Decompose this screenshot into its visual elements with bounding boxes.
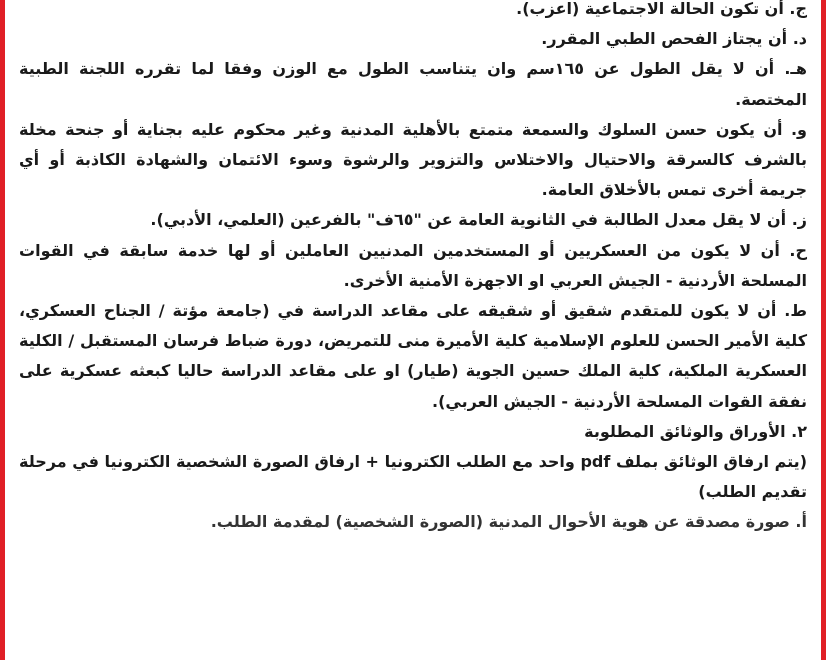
paragraph-grade-average: ز. أن لا يقل معدل الطالبة في الثانوية العامة عن "٦٥ف" بالفرعين (العلمي، الأدبي).: [150, 210, 807, 230]
document-body: [19, 0, 807, 538]
paragraph-height-weight: هـ. أن لا يقل الطول عن ١٦٥سم وان يتناسب الطول مع الوزن وفقا لما تقرره اللجنة الطبية المختصة.: [19, 59, 807, 109]
paragraph-marital-status: ج. أن تكون الحالة الاجتماعية (اعزب).: [516, 0, 807, 18]
paragraph-no-military-service: ح. أن لا يكون من العسكريين أو المستخدمين المدنيين العاملين أو لها خدمة سابقة في القوات المسلحة الأردنية - الجيش العربي او الاجهزة الأمنية الأخرى.: [19, 240, 807, 290]
paragraph-upload-instructions: (يتم ارفاق الوثائق بملف pdf واحد مع الطلب الكترونيا + ارفاق الصورة الشخصية الكترونيا في مرحلة تقديم الطلب): [19, 452, 808, 502]
paragraph-conduct: و. أن يكون حسن السلوك والسمعة متمتع بالأهلية المدنية وغير محكوم عليه بجناية أو جنحة مخلة بالشرف كالسرقة والاحتيال والاختلاس والتزوير والرشوة وسوء الائتمان والشهادة الكاذبة أو أي جريمة أخرى تمس بالأخلاق العامة.: [19, 119, 807, 200]
paragraph-medical-exam: د. أن يجتاز الفحص الطبي المقرر.: [541, 29, 807, 49]
paragraph-no-sibling: ط. أن لا يكون للمتقدم شقيق أو شقيقه على مقاعد الدراسة في (جامعة مؤتة / الجناح العسكري، كلية الأمير الحسن للعلوم الإسلامية كلية الأميرة منى للتمريض، دورة ضباط فرسان المستقبل / الكلية العسكرية الملكية، كلية الملك حسين الجوية (طيار) او على مقاعد الدراسة حاليا كبعثه عسكرية على نفقة القوات المسلحة الأردنية - الجيش العربي).: [19, 301, 807, 411]
section-heading-documents: ٢. الأوراق والوثائق المطلوبة: [584, 421, 807, 441]
paragraph-id-copy: أ. صورة مصدقة عن هوية الأحوال المدنية (الصورة الشخصية) لمقدمة الطلب.: [210, 512, 807, 532]
